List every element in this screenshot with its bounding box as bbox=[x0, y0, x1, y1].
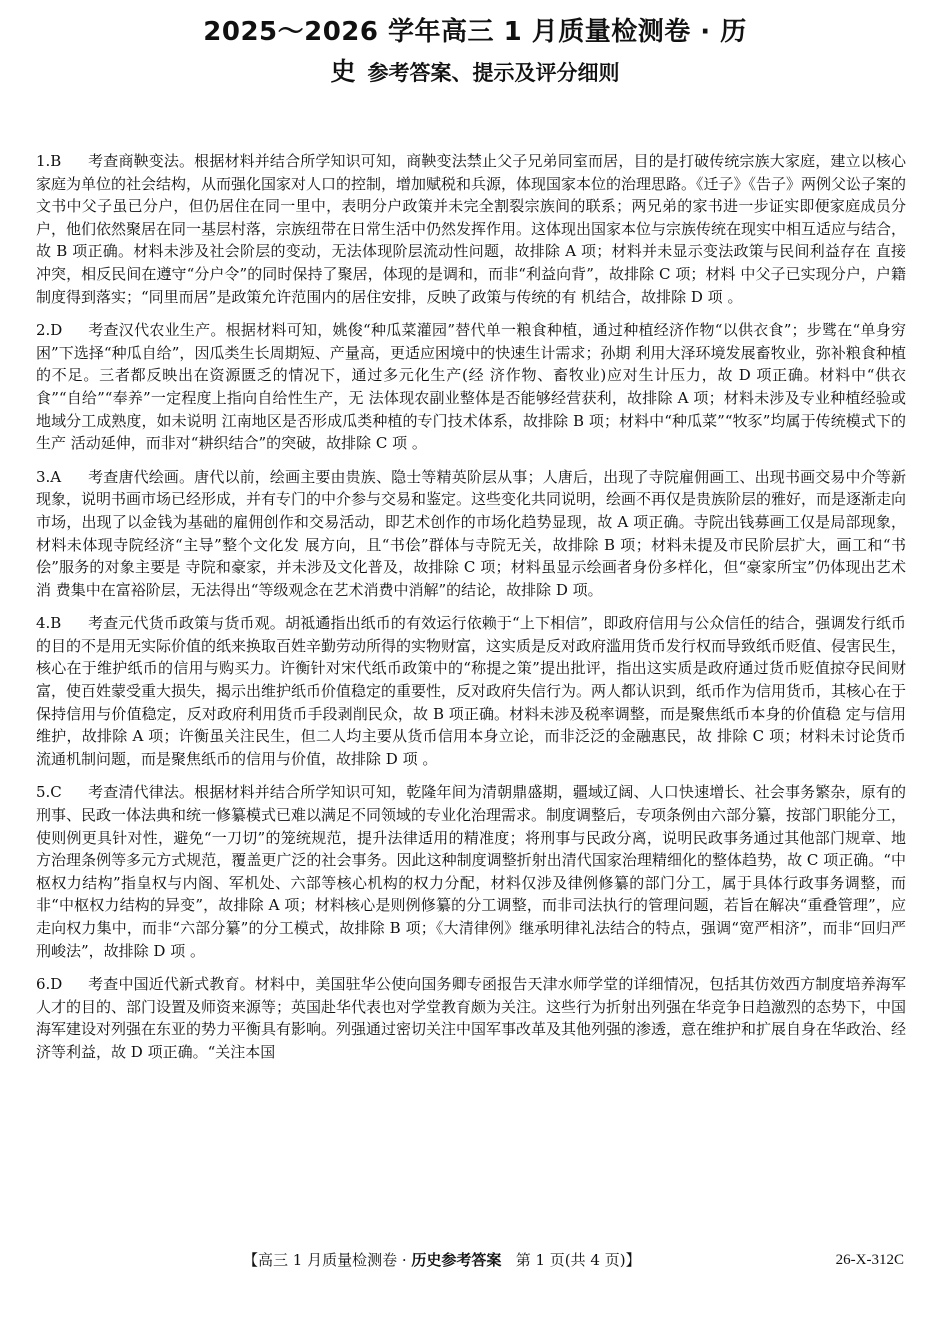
answer-item-2 bbox=[36, 319, 906, 455]
answer-list bbox=[36, 150, 906, 1075]
answer-number: 4.B bbox=[36, 614, 62, 633]
footer-subject: 历史参考答案 bbox=[411, 1251, 502, 1269]
answer-number: 1.B bbox=[36, 152, 62, 170]
answer-item-1 bbox=[36, 150, 906, 308]
title-line-1: 2025～2026 学年高三 1 月质量检测卷 · 历 bbox=[203, 17, 747, 47]
document-title bbox=[0, 12, 950, 93]
answer-explanation: 考查元代货币政策与货币观。胡祗遹指出纸币的有效运行依赖于“上下相信”，即政府信用与公众信任的结合，强调发行纸币的目的不是用无实际价值的纸来换取百姓辛勤劳动所得的实物财富，这实质是反对政府滥用货币发行权而导致纸币贬值、侵害民生，核心在于维护纸币的信用与购买力。许衡针对宋代纸币政策中的“称提之策”提出批评，指出这实质是政府通过货币贬值掠夺民间财富，使百姓蒙受重大损失，揭示出维护纸币价值稳定的重要性，反对政府失信行为。两人都认识到，纸币作为信用货币，其核心在于保持信用与价值稳定，反对政府利用货币手段剥削民众，故 B 项正确。材料未涉及税率调整，而是聚焦纸币本身的价值稳 定与信用维护，故排除 A 项；许衡虽关注民生，但二人均主要从货币信用本身立论，而非泛泛的金融惠民，故 排除 C 项；材料未讨论货币流通机制问题，而是聚焦纸币的信用与价值，故排除 D 项 。 bbox=[36, 614, 907, 768]
footer-page-number: 第 1 页(共 4 页)】 bbox=[515, 1251, 641, 1269]
footer-label bbox=[243, 1249, 641, 1271]
answer-item-5 bbox=[36, 781, 906, 962]
answer-explanation: 考查商鞅变法。根据材料并结合所学知识可知，商鞅变法禁止父子兄弟同室而居，目的是打破传统宗族大家庭，建立以核心家庭为单位的社会结构，从而强化国家对人口的控制，增加赋税和兵源，体现国家本位的治理思路。《迁子》《告子》两例父讼子案的文书中父子虽已分户，但仍居住在同一里中，表明分户政策并未完全割裂宗族间的联系；两兄弟的家书进一步证实即便家庭成员分户，他们依然聚居在同一基层村落，宗族纽带在日常生活中仍然发挥作用。这体现出国家本位与宗族传统在现实中相互适应与结合，故 B 项正确。材料未涉及社会阶层的变动，无法体现阶层流动性问题，故排除 A 项；材料并未显示变法政策与民间利益存在 直接冲突，相反民间在遵守“分户令”的同时保持了聚居，体现的是调和，而非“利益向背”，故排除 C 项；材料 中父子已实现分户，户籍制度得到落实；“同里而居”是政策允许范围内的居住安排，反映了政策与传统的有 机结合，故排除 D 项 。 bbox=[36, 152, 907, 306]
answer-item-3 bbox=[36, 466, 906, 602]
answer-number: 5.C bbox=[36, 783, 62, 802]
footer-prefix: 【高三 1 月质量检测卷 · bbox=[243, 1251, 412, 1269]
answer-number: 6.D bbox=[36, 975, 63, 994]
title-subject-char: 史 bbox=[330, 57, 356, 86]
answer-item-6 bbox=[36, 973, 906, 1063]
answer-number: 2.D bbox=[36, 321, 63, 340]
answer-number: 3.A bbox=[36, 467, 62, 486]
title-subtitle: 参考答案、提示及评分细则 bbox=[367, 61, 620, 85]
answer-explanation: 考查唐代绘画。唐代以前，绘画主要由贵族、隐士等精英阶层从事；人唐后，出现了寺院雇佣画工、出现书画交易中介等新现象，说明书画市场已经形成，并有专门的中介参与交易和鉴定。这些变化共同说明，绘画不再仅是贵族阶层的雅好，而是逐渐走向市场，出现了以金钱为基础的雇佣创作和交易活动，即艺术创作的市场化趋势显现，故 A 项正确。寺院出钱募画工仅是局部现象，材料未体现寺院经济“主导”整个文化发 展方向，且“书侩”群体与寺院无关，故排除 B 项；材料未提及市民阶层扩大，画工和“书侩”服务的对象主要是 寺院和豪家，并未涉及文化普及，故排除 C 项；材料虽显示绘画者身份多样化，但“豪家所宝”仍体现出艺术消 费集中在富裕阶层，无法得出“等级观念在艺术消费中消解”的结论，故排除 D 项。 bbox=[36, 467, 907, 599]
title-line-2 bbox=[0, 52, 950, 93]
answer-explanation: 考查清代律法。根据材料并结合所学知识可知，乾隆年间为清朝鼎盛期，疆域辽阔、人口快速增长、社会事务繁杂，原有的刑事、民政一体法典和统一修纂模式已难以满足不同领域的专业化治理需求。制度调整后，专项条例由六部分纂，按部门职能分工，使则例更具针对性，避免“一刀切”的笼统规范，提升法律适用的精准度；将刑事与民政分离，说明民政事务通过其他部门规章、地方治理条例等多元方式规范，覆盖更广泛的社会事务。因此这种制度调整折射出清代国家治理精细化的整体趋势，故 C 项正确。“中枢权力结构”指皇权与内阁、军机处、六部等核心机构的权力分配，材料仅涉及律例修纂的部门分工，属于具体行政事务调整，而非“中枢权力结构的异变”，故排除 A 项；材料核心是则例修纂的分工调整，而非司法执行的管理问题，若旨在解决“重叠管理”，应走向权力集中，而非“六部分纂”的分工模式，故排除 B 项；《大清律例》继承明律礼法结合的特点，强调“宽严相济”，而非“回归严刑峻法”，故排除 D 项 。 bbox=[36, 783, 907, 960]
answer-item-4 bbox=[36, 612, 906, 770]
footer-exam-code: 26-X-312C bbox=[835, 1252, 904, 1268]
answer-explanation: 考查中国近代新式教育。材料中，美国驻华公使向国务卿专函报告天津水师学堂的详细情况，包括其仿效西方制度培养海军人才的目的、部门设置及师资来源等；英国赴华代表也对学堂教育颇为关注。这些行为折射出列强在华竞争日趋激烈的态势下，中国海军建设对列强在东亚的势力平衡具有影响。列强通过密切关注中国军事改革及其他列强的渗透，意在维护和扩展自身在华政治、经济等利益，故 D 项正确。“关注本国 bbox=[36, 975, 907, 1061]
answer-explanation: 考查汉代农业生产。根据材料可知，姚俊“种瓜菜灌园”替代单一粮食种植，通过种植经济作物“以供衣食”；步骘在“单身穷困”下选择“种瓜自给”，因瓜类生长周期短、产量高，更适应困境中的快速生计需求；孙期 利用大泽环境发展畜牧业，弥补粮食种植的不足。三者都反映出在资源匮乏的情况下，通过多元化生产(经 济作物、畜牧业)应对生计压力，故 D 项正确。材料中“供衣食”“自给”“奉养”一定程度上指向自给性生产，无 法体现农副业整体是否能够经营获利，故排除 A 项；材料未涉及专业种植经验或地域分工成熟度，如未说明 江南地区是否形成瓜类种植的专门技术体系，故排除 B 项；材料中“种瓜菜”“牧豕”均属于传统模式下的生产 活动延伸，而非对“耕织结合”的突破，故排除 C 项 。 bbox=[36, 321, 906, 453]
